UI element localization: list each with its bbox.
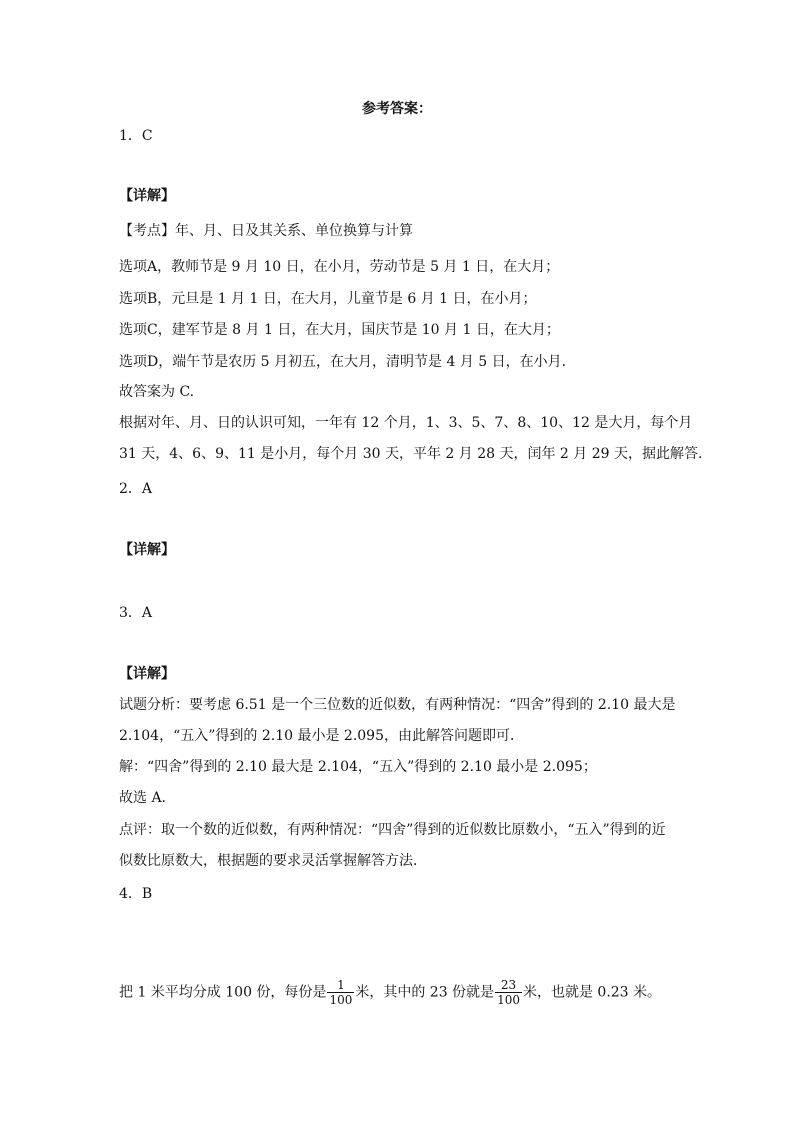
q1-detail-heading: 【详解】: [119, 188, 175, 204]
q4-answer: 4．B: [119, 886, 153, 902]
q2-detail-heading: 【详解】: [119, 542, 175, 558]
q1-line: 选项B，元旦是 1 月 1 日，在大月，儿童节是 6 月 1 日，在小月；: [119, 291, 537, 307]
q3-detail-heading: 【详解】: [119, 666, 175, 682]
q3-line: 似数比原数大，根据题的要求灵活掌握解答方法．: [119, 853, 427, 869]
q3-line: 2.104，“五入”得到的 2.10 最小是 2.095，由此解答问题即可．: [119, 728, 524, 744]
q3-line: 解：“四舍”得到的 2.10 最大是 2.104，“五入”得到的 2.10 最小是 2.095；: [119, 759, 597, 775]
fraction-denominator: 100: [497, 993, 520, 1007]
q2-answer: 2．A: [119, 481, 153, 497]
q1-answer: 1．C: [119, 128, 153, 144]
q1-line: 根据对年、月、日的认识可知，一年有 12 个月，1、3、5、7、8、10、12 是大月，每个月: [119, 415, 693, 431]
q1-line: 选项D，端午节是农历 5 月初五，在大月，清明节是 4 月 5 日，在小月.: [119, 354, 567, 370]
q3-line: 试题分析：要考虑 6.51 是一个三位数的近似数，有两种情况：“四舍”得到的 2.10 最大是: [119, 697, 676, 713]
fraction-twenty-three-hundredths: [495, 978, 522, 1007]
q3-line: 点评：取一个数的近似数，有两种情况：“四舍”得到的近似数比原数小，“五入”得到的近: [119, 822, 666, 838]
q3-line: 故选 A．: [119, 790, 176, 806]
q1-kaodian: 【考点】年、月、日及其关系、单位换算与计算: [119, 223, 413, 239]
q4-text-part: 把 1 米平均分成 100 份，每份是: [119, 984, 327, 1001]
q4-text-part: 米，其中的 23 份就是: [355, 984, 495, 1001]
fraction-numerator: 1: [327, 978, 354, 993]
fraction-numerator: 23: [495, 978, 522, 993]
q4-explanation: [119, 978, 661, 1007]
page-title: 参考答案：: [362, 101, 432, 117]
q1-line: 故答案为 C.: [119, 384, 195, 400]
q1-line: 选项A，教师节是 9 月 10 日，在小月，劳动节是 5 月 1 日，在大月；: [119, 259, 560, 275]
q4-text-part: 米，也就是 0.23 米。: [522, 984, 662, 1001]
q1-line: 31 天，4、6、9、11 是小月，每个月 30 天，平年 2 月 28 天，闰年 2 月 29 天，据此解答.: [119, 446, 703, 462]
q1-line: 选项C，建军节是 8 月 1 日，在大月，国庆节是 10 月 1 日，在大月；: [119, 322, 560, 338]
fraction-denominator: 100: [329, 993, 353, 1007]
q3-answer: 3．A: [119, 605, 153, 621]
fraction-one-hundredth: [327, 978, 354, 1007]
